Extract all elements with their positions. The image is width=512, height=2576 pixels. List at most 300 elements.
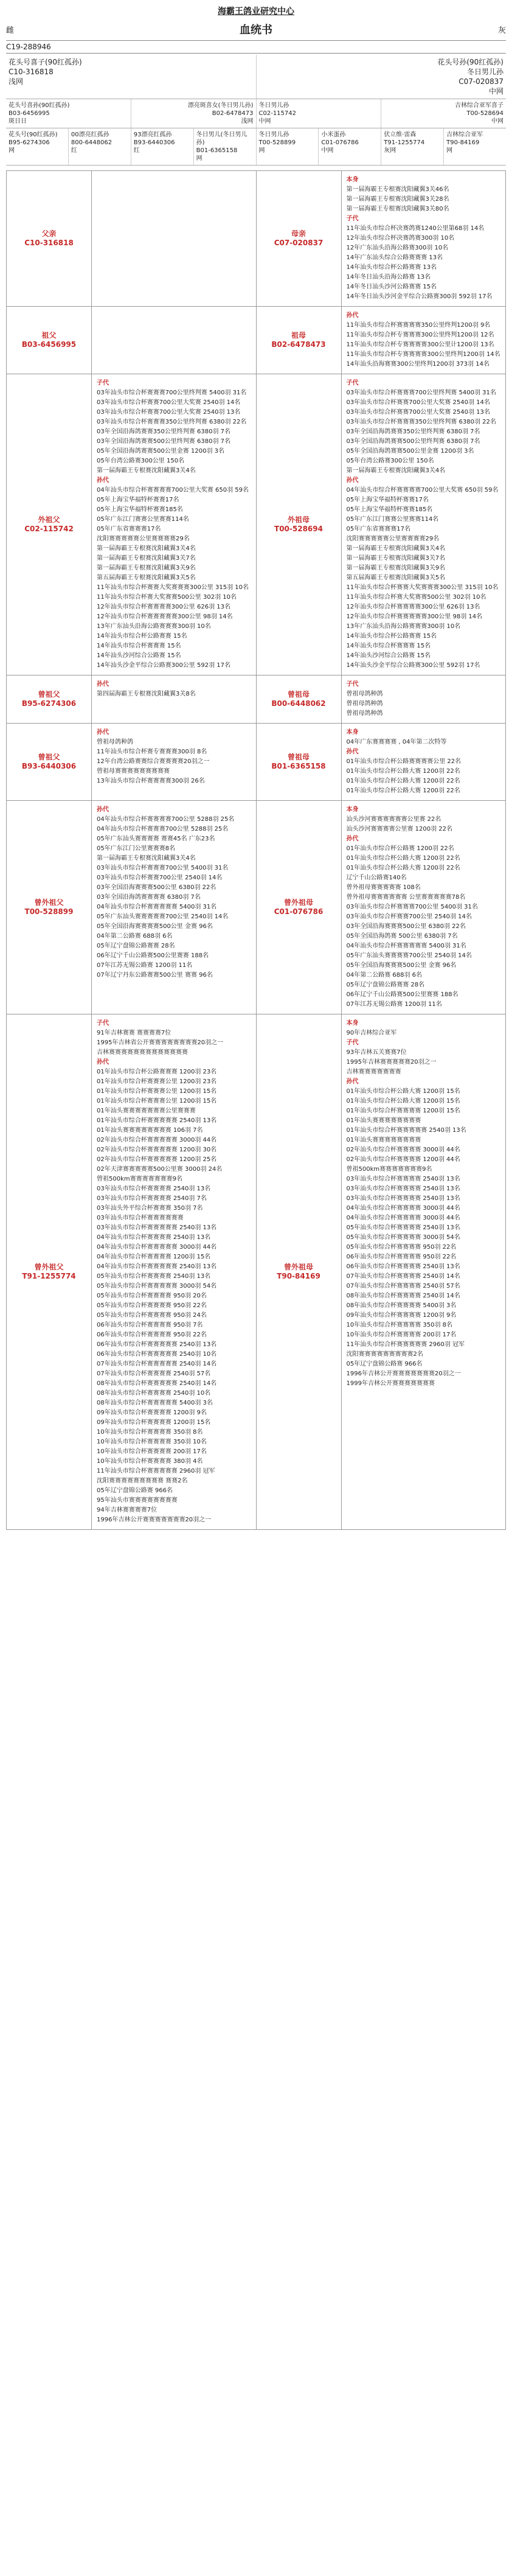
gen4-7-ring: T91-1255774 bbox=[384, 139, 425, 146]
right-label-line-1-1: B02-6478473 bbox=[271, 340, 326, 349]
left-achievement-item: 04年汕头市综合杯赛赛赛赛700公里大奖赛 650羽 59名 bbox=[97, 487, 249, 494]
gender-label: 雌 bbox=[6, 26, 15, 35]
right-label-line-0-0: 母亲 bbox=[291, 229, 306, 238]
right-achievement-item: 第一届海霸王专根赛沈阳藏翼3关9名 bbox=[346, 565, 446, 571]
left-label-line-4-0: 曾祖父 bbox=[38, 753, 60, 761]
right-details-5 bbox=[342, 801, 507, 1014]
right-achievement-item: 04年汕头市综合杯赛赛赛赛700公里大奖赛 650羽 59名 bbox=[346, 487, 499, 494]
right-achievement-item: 第一届海霸王专根赛沈阳藏翼3关80名 bbox=[346, 206, 449, 212]
left-achievement-item: 07年汕头市综合杯赛赛赛赛 2540羽 57名 bbox=[97, 1370, 211, 1377]
right-label-line-2-1: T00-528694 bbox=[274, 525, 323, 533]
left-achievement-item: 04年汕头市综合杯赛赛赛赛赛 3000羽 44名 bbox=[97, 1244, 217, 1251]
left-achievement-item: 07年辽宁丹东公路赛赛500公里 赛赛 96名 bbox=[97, 972, 213, 979]
gen4-7-color: 灰网 bbox=[384, 147, 396, 154]
right-achievement-item: 12年汕头市综合杯赛赛赛赛赛300公里 98羽 14名 bbox=[346, 613, 483, 620]
left-achievement-item: 05年汕头市综合杯赛赛赛赛 950羽 22名 bbox=[97, 1302, 207, 1309]
left-details-6 bbox=[92, 1014, 257, 1530]
right-achievement-item: 14年冬日汕头沿海公路赛 13名 bbox=[346, 274, 431, 281]
left-achievement-item: 11年汕头市综合杯赛赛大奖赛赛赛300公里 315羽 10名 bbox=[97, 584, 249, 591]
left-achievement-item: 03年汕头市综合杯赛赛赛赛 2540羽 7名 bbox=[97, 1195, 207, 1202]
left-achievement-item: 13年广东汕头沿海公路赛赛赛300羽 10名 bbox=[97, 623, 211, 630]
left-achievement-item: 03年汕头市综合杯赛赛700公里 2540羽 14名 bbox=[97, 874, 223, 881]
left-section-heading: 孙代 bbox=[97, 477, 109, 484]
left-achievement-item: 03年汕头市综合杯赛赛赛700公里终判赛 5400羽 31名 bbox=[97, 389, 247, 396]
right-achievement-item: 07年汕头市综合杯赛赛赛赛 2540羽 14名 bbox=[346, 1273, 460, 1280]
left-label-text-4 bbox=[22, 753, 76, 771]
gen4-5-ring: T00-528899 bbox=[258, 139, 296, 146]
right-achievement-item: 第一届海霸王专根赛沈阳藏翼3关4名 bbox=[346, 467, 446, 474]
gen4-3-color: 红 bbox=[133, 147, 140, 154]
left-achievement-item: 06年辽宁千山公路赛500公里赛赛 188名 bbox=[97, 952, 209, 959]
left-achievement-item: 10年汕头市综合杯赛赛赛赛 380羽 4名 bbox=[97, 1458, 203, 1465]
left-achievement-item: 11年汕头市综合杯赛大奖赛赛500公里 302羽 10名 bbox=[97, 594, 237, 601]
right-achievement-item: 11年汕头市综合杯专赛赛赛300公里终判1200羽 12名 bbox=[346, 332, 494, 338]
right-achievement-item: 14年冬日汕头沙河公路赛赛 15名 bbox=[346, 284, 437, 290]
ring-divider bbox=[6, 53, 506, 54]
right-achievement-item: 01年汕头赛赛赛赛赛赛赛赛 bbox=[346, 1117, 421, 1124]
right-achievement-item: 93年吉林五关赛赛7位 bbox=[346, 1049, 407, 1056]
gen4-cell-1 bbox=[6, 128, 69, 165]
right-achievement-item: 08年汕头市综合杯赛赛赛赛 2540羽 14名 bbox=[346, 1293, 460, 1299]
right-achievement-item: 05年广东省赛赛赛17名 bbox=[346, 526, 410, 532]
left-achievement-item: 14年汕头沙河综合公路赛 15名 bbox=[97, 652, 181, 659]
right-achievement-item: 11年汕头市综合杯赛大奖赛赛500公里 302羽 10名 bbox=[346, 594, 486, 601]
left-label-text-2 bbox=[24, 515, 74, 534]
right-section-heading: 孙代 bbox=[346, 836, 359, 842]
left-achievement-item: 04年汕头市综合杯赛赛赛赛 1200羽 15名 bbox=[97, 1254, 211, 1260]
right-achievement-item: 04年广东赛赛赛赛 , 04年第二次特等 bbox=[346, 739, 447, 745]
left-achievement-item: 曾祖母鸽种鸽 bbox=[97, 739, 133, 745]
right-section-heading: 孙代 bbox=[346, 312, 359, 319]
left-achievement-item: 05年广东汕头赛赛赛赛 赛赛45名 广东23名 bbox=[97, 836, 215, 842]
color-label: 灰 bbox=[497, 26, 506, 35]
left-achievement-item: 02年汕头市综合杯赛赛赛赛赛 1200羽 30名 bbox=[97, 1147, 217, 1153]
right-achievement-item: 汕头沙河赛赛赛赛赛赛公里赛 22名 bbox=[346, 816, 441, 823]
right-achievement-item: 03年汕头市综合杯赛赛赛350公里终判赛 6380羽 22名 bbox=[346, 419, 496, 425]
gen4-5-color: 网 bbox=[258, 147, 265, 154]
gen2-left-line-1: 花头号喜子(90红孤孙) bbox=[9, 58, 82, 66]
left-achievement-item: 09年汕头市综合杯赛赛赛赛 1200羽 15名 bbox=[97, 1419, 211, 1426]
spacer bbox=[6, 166, 506, 170]
left-label-line-1-1: B03-6456995 bbox=[21, 340, 77, 349]
right-achievement-item: 01年汕头市综合杯公路大赛 1200羽 22名 bbox=[346, 778, 460, 784]
gen4-5-name: 冬日男儿孙 bbox=[258, 131, 289, 138]
left-achievement-item: 14年汕头市综合杯赛赛赛 15名 bbox=[97, 643, 181, 649]
right-label-line-6-1: T90-84169 bbox=[277, 1272, 320, 1280]
right-achievement-item: 06年汕头市综合杯赛赛赛赛 2540羽 13名 bbox=[346, 1263, 460, 1270]
ring-number: C19-288946 bbox=[6, 43, 51, 51]
right-achievement-item: 07年江苏无锡公路赛 1200羽 11名 bbox=[346, 1001, 442, 1008]
gen3-4-name: 吉林综合亚军喜子 bbox=[455, 102, 503, 109]
gen4-3-name: 93漂亮红孤孙 bbox=[133, 131, 172, 138]
gen3-cell-4 bbox=[381, 99, 506, 128]
left-achievement-item: 14年汕头沙金平综合公路赛300公里 592羽 17名 bbox=[97, 662, 230, 669]
right-achievement-item: 05年全国沿海赛赛赛500公里 金赛 96名 bbox=[346, 962, 457, 969]
left-details-1 bbox=[92, 307, 257, 374]
right-achievement-item: 沈阳赛赛赛赛赛赛赛赛赛2名 bbox=[346, 1351, 423, 1358]
right-achievement-item: 14年汕头沿海赛赛300公里终判1200羽 373羽 14名 bbox=[346, 361, 490, 368]
left-achievement-item: 05年全国沿海赛赛赛赛500公里 金赛 96名 bbox=[97, 923, 213, 930]
right-achievement-item: 01年汕头市综合杯公路大赛 1200羽 22名 bbox=[346, 855, 460, 862]
right-section-heading: 本身 bbox=[346, 176, 359, 183]
gen4-cell-4 bbox=[194, 128, 257, 165]
gen4-row bbox=[6, 128, 506, 166]
gen4-6-name: 小米蛋孙 bbox=[321, 131, 346, 138]
left-achievement-item: 94年吉林赛赛赛赛7位 bbox=[97, 1507, 157, 1513]
right-achievement-item: 11年汕头市综合杯决赛鸽赛1240公里第68羽 14名 bbox=[346, 225, 485, 232]
gen4-8-name: 吉林综合亚军 bbox=[446, 131, 483, 138]
right-details-6 bbox=[342, 1014, 507, 1530]
right-section-heading: 孙代 bbox=[346, 749, 359, 755]
left-achievement-item: 第一届海霸王专根赛沈阳藏翼3关9名 bbox=[97, 565, 196, 571]
right-achievement-item: 01年汕头市综合杯赛赛赛赛赛 2540羽 13名 bbox=[346, 1127, 466, 1134]
right-achievement-item: 汕头沙河赛赛赛赛公里赛 1200羽 22名 bbox=[346, 826, 453, 832]
left-achievement-item: 10年汕头市综合杯赛赛赛赛 350羽 8名 bbox=[97, 1429, 203, 1436]
right-label-line-4-0: 曾祖母 bbox=[287, 753, 310, 761]
left-achievement-item: 曾祖500km赛赛赛赛赛赛赛9名 bbox=[97, 1176, 182, 1182]
gen3-2-color: 浅网 bbox=[241, 118, 254, 125]
gen4-1-ring: B95-6274306 bbox=[9, 139, 50, 146]
title-row bbox=[6, 19, 506, 39]
gen3-1-ring: B03-6456995 bbox=[9, 110, 50, 117]
right-section-heading: 本身 bbox=[346, 1020, 359, 1027]
right-achievement-item: 05年辽宁盘锦公路赛赛 28名 bbox=[346, 982, 425, 988]
right-achievement-item: 10年汕头市综合杯赛赛赛赛 200羽 17名 bbox=[346, 1332, 457, 1338]
left-achievement-item: 04年汕头市综合杯赛赛赛700公里 5288羽 25名 bbox=[97, 826, 229, 832]
right-achievement-item: 05年广东汕头赛赛赛赛700公里 2540羽 14名 bbox=[346, 952, 472, 959]
right-achievement-item: 14年汕头市综合杯赛赛赛 15名 bbox=[346, 643, 431, 649]
left-achievement-item: 05年辽宁盘锦公路赛赛 28名 bbox=[97, 943, 175, 949]
left-achievement-item: 03年全国沿海赛赛赛500公里 6380羽 22名 bbox=[97, 884, 216, 891]
right-achievement-item: 曾外祖母赛赛赛赛赛 108名 bbox=[346, 884, 421, 891]
gen4-4-color: 网 bbox=[196, 155, 202, 162]
gen3-3-color: 中网 bbox=[258, 118, 271, 125]
left-achievement-item: 12年汕头市综合杯赛赛赛赛赛300公里 98羽 14名 bbox=[97, 613, 233, 620]
right-achievement-item: 01年汕头市综合杯公路大赛 1200羽 22名 bbox=[346, 768, 460, 775]
right-achievement-item: 02年汕头市综合杯赛赛赛赛 1200羽 44名 bbox=[346, 1156, 460, 1163]
left-achievement-item: 01年汕头市综合杯公路赛赛赛 1200羽 23名 bbox=[97, 1069, 217, 1075]
left-achievement-item: 05年上海宝华福特杯赛赛185名 bbox=[97, 506, 183, 513]
right-achievement-item: 吉林赛赛赛赛赛赛赛 bbox=[346, 1069, 401, 1075]
left-achievement-item: 11年汕头市综合杯赛赛赛赛赛 2960羽 冠军 bbox=[97, 1468, 215, 1475]
right-achievement-item: 03年全国沿海鸽赛赛350公里终判赛 6380羽 7名 bbox=[346, 428, 480, 435]
gen4-4-name: 冬日男儿(冬日男儿孙) bbox=[196, 131, 247, 146]
right-achievement-item: 03年汕头市综合杯赛赛赛赛 2540羽 13名 bbox=[346, 1185, 460, 1192]
left-label-line-1-0: 祖父 bbox=[41, 331, 57, 340]
gen4-8-color: 网 bbox=[446, 147, 453, 154]
right-details-4 bbox=[342, 724, 507, 801]
right-achievement-item: 1995年吉林赛赛赛赛赛20羽之一 bbox=[346, 1059, 437, 1066]
left-label-5 bbox=[7, 801, 92, 1014]
right-achievement-item: 14年冬日汕头沙河金平综合公路赛300羽 592羽 17名 bbox=[346, 293, 493, 300]
right-achievement-item: 05年上海宝华福特杯赛赛185名 bbox=[346, 506, 433, 513]
right-section-heading: 本身 bbox=[346, 806, 359, 813]
left-achievement-item: 03年全国沿海鸽赛赛赛赛 6380羽 7名 bbox=[97, 894, 201, 901]
gen2-right-line-1: 花头号孙(90红孤孙) bbox=[437, 58, 503, 66]
gen4-2-color: 红 bbox=[71, 147, 77, 154]
right-section-heading: 子代 bbox=[346, 215, 359, 222]
left-section-heading: 孙代 bbox=[97, 1059, 109, 1066]
right-achievement-item: 09年汕头市综合杯赛赛赛赛 1200羽 9名 bbox=[346, 1312, 457, 1319]
gen2-left-line-3: 浅网 bbox=[9, 77, 24, 86]
left-achievement-item: 曾祖母赛赛赛赛赛赛赛赛赛 bbox=[97, 768, 170, 775]
left-achievement-item: 01年汕头市综合杯赛赛赛公里 1200羽 23名 bbox=[97, 1078, 217, 1085]
right-achievement-item: 11年汕头市综合杯赛赛赛赛350公里终判1200羽 9名 bbox=[346, 322, 491, 329]
right-achievement-item: 11年汕头市综合杯赛赛大奖赛赛赛300公里 315羽 10名 bbox=[346, 584, 499, 591]
left-achievement-item: 02年天津赛赛赛赛赛500公里赛 3000羽 24名 bbox=[97, 1166, 223, 1173]
left-achievement-item: 03年汕头市综合杯赛赛700公里大奖赛 2540羽 14名 bbox=[97, 399, 241, 406]
right-label-text-6 bbox=[277, 1263, 320, 1281]
gen2-right-line-2: 冬日男儿孙 bbox=[466, 68, 503, 76]
right-achievement-item: 05年汕头市综合杯赛赛赛赛 3000羽 54名 bbox=[346, 1234, 460, 1241]
gen2-row bbox=[6, 55, 506, 99]
right-achievement-item: 03年汕头市综合杯赛赛赛700公里 5400羽 31名 bbox=[346, 904, 478, 910]
right-achievement-item: 曾祖母鸽种鸽 bbox=[346, 691, 383, 697]
right-section-heading: 本身 bbox=[346, 729, 359, 736]
right-label-line-2-0: 外祖母 bbox=[287, 515, 310, 524]
right-achievement-item: 03年全国沿海鸽赛赛500公里终判赛 6380羽 7名 bbox=[346, 438, 480, 445]
left-achievement-item: 03年汕头市综合杯赛赛赛700公里 5400羽 31名 bbox=[97, 865, 229, 871]
left-achievement-item: 06年汕头市综合杯赛赛赛赛 950羽 7名 bbox=[97, 1322, 203, 1328]
right-achievement-item: 第一届海霸王专根赛沈阳藏翼3关4名 bbox=[346, 545, 446, 552]
left-achievement-item: 03年汕头市综合杯赛赛700公里大奖赛 2540羽 13名 bbox=[97, 409, 241, 416]
right-label-2 bbox=[257, 374, 342, 675]
right-achievement-item: 第一届海霸王专根赛沈阳藏翼3关46名 bbox=[346, 186, 449, 193]
left-label-2 bbox=[7, 374, 92, 675]
gen4-cell-6 bbox=[319, 128, 381, 165]
right-label-4 bbox=[257, 724, 342, 801]
gen3-1-color: 斑日日 bbox=[9, 118, 27, 125]
left-details-2 bbox=[92, 374, 257, 675]
gen3-row bbox=[6, 99, 506, 128]
left-achievement-item: 09年汕头市综合杯赛赛赛赛 1200羽 9名 bbox=[97, 1409, 207, 1416]
pedigree-grid bbox=[6, 170, 506, 1530]
gen4-cell-2 bbox=[69, 128, 131, 165]
right-achievement-item: 04年汕头市综合杯赛赛赛赛赛 5400羽 31名 bbox=[346, 943, 466, 949]
right-label-1 bbox=[257, 307, 342, 374]
right-details-1 bbox=[342, 307, 507, 374]
left-achievement-item: 05年台湾公路赛300公里 150名 bbox=[97, 458, 185, 464]
left-label-1 bbox=[7, 307, 92, 374]
right-achievement-item: 01年汕头市综合杯公路大赛 1200羽 15名 bbox=[346, 1098, 460, 1105]
left-achievement-item: 07年汕头市综合杯赛赛赛赛赛 2540羽 14名 bbox=[97, 1361, 217, 1367]
left-achievement-item: 06年汕头市综合杯赛赛赛赛赛 2540羽 10名 bbox=[97, 1351, 217, 1358]
left-label-text-6 bbox=[22, 1263, 75, 1281]
left-achievement-item: 13年汕头市综合杯赛赛赛赛300羽 26名 bbox=[97, 778, 205, 784]
gen2-left-line-2: C10-316818 bbox=[9, 68, 54, 76]
gen2-right-line-4: 中网 bbox=[488, 87, 503, 96]
gen4-6-ring: C01-076786 bbox=[321, 139, 359, 146]
gen4-3-ring: B93-6440306 bbox=[133, 139, 175, 146]
left-achievement-item: 01年汕头市综合杯赛赛赛赛赛 2540羽 13名 bbox=[97, 1117, 217, 1124]
left-achievement-item: 01年汕头赛赛赛赛赛赛赛赛 106羽 7名 bbox=[97, 1127, 203, 1134]
left-label-line-5-0: 曾外祖父 bbox=[34, 898, 64, 907]
left-achievement-item: 1996年吉林公开赛赛赛赛赛赛赛20羽之一 bbox=[97, 1517, 212, 1523]
left-achievement-item: 第一届海霸王专根赛沈阳藏翼3关4名 bbox=[97, 855, 196, 862]
left-achievement-item: 05年汕头市综合杯赛赛赛赛 2540羽 13名 bbox=[97, 1273, 211, 1280]
left-achievement-item: 05年汕头市综合杯赛赛赛赛 950羽 20名 bbox=[97, 1293, 207, 1299]
right-achievement-item: 07年汕头市综合杯赛赛赛赛 2540羽 57名 bbox=[346, 1283, 460, 1290]
right-label-text-1 bbox=[271, 331, 325, 349]
right-achievement-item: 05年台湾公路赛300公里 150名 bbox=[346, 458, 434, 464]
right-section-heading: 孙代 bbox=[346, 1078, 359, 1085]
left-label-0 bbox=[7, 171, 92, 307]
left-details-4 bbox=[92, 724, 257, 801]
gen4-cell-5 bbox=[257, 128, 319, 165]
right-label-line-0-1: C07-020837 bbox=[274, 239, 323, 247]
left-achievement-item: 08年汕头市综合杯赛赛赛赛赛 5400羽 3名 bbox=[97, 1400, 213, 1406]
left-label-line-3-1: B95-6274306 bbox=[21, 699, 77, 708]
right-achievement-item: 沈阳赛赛赛赛赛公里赛赛赛赛29名 bbox=[346, 536, 440, 542]
left-achievement-item: 07年江苏无锡公路赛 1200羽 11名 bbox=[97, 962, 193, 969]
right-achievement-item: 04年第二公路赛 688羽 6名 bbox=[346, 972, 423, 979]
right-achievement-item: 11年汕头市综合杯专赛赛赛赛300公里终判1200羽 14名 bbox=[346, 351, 500, 358]
right-label-text-0 bbox=[274, 229, 323, 248]
left-label-line-0-1: C10-316818 bbox=[24, 239, 74, 247]
right-label-line-3-1: B00-6448062 bbox=[271, 699, 326, 708]
right-achievement-item: 10年汕头市综合杯赛赛赛赛 350羽 8名 bbox=[346, 1322, 453, 1328]
right-label-text-2 bbox=[274, 515, 323, 534]
left-label-line-4-1: B93-6440306 bbox=[21, 762, 77, 770]
left-achievement-item: 04年汕头市综合杯赛赛赛赛 2540羽 13名 bbox=[97, 1234, 211, 1241]
left-achievement-item: 05年全国沿海鸽赛赛500公里金赛 1200羽 3名 bbox=[97, 448, 224, 455]
gen2-right bbox=[257, 55, 507, 99]
left-achievement-item: 03年汕头市综合杯赛赛赛赛赛赛 bbox=[97, 1215, 184, 1221]
right-achievement-item: 06年汕头市综合杯赛赛赛赛 950羽 22名 bbox=[346, 1254, 457, 1260]
left-label-line-6-1: T91-1255774 bbox=[22, 1272, 76, 1280]
right-achievement-item: 05年广东江门赛赛公里赛赛114名 bbox=[346, 516, 439, 523]
right-achievement-item: 03年汕头市综合杯赛赛赛700公里终判赛 5400羽 31名 bbox=[346, 389, 496, 396]
left-achievement-item: 06年汕头市综合杯赛赛赛赛赛 2540羽 13名 bbox=[97, 1341, 217, 1348]
right-label-line-5-1: C01-076786 bbox=[274, 907, 323, 916]
right-achievement-item: 曾祖母鸽种鸽 bbox=[346, 700, 383, 707]
left-achievement-item: 01年汕头市综合杯赛赛赛公里 1200羽 15名 bbox=[97, 1098, 217, 1105]
left-achievement-item: 04年第二公路赛 688羽 6名 bbox=[97, 933, 173, 940]
right-label-line-1-0: 祖母 bbox=[291, 331, 306, 340]
left-achievement-item: 91年吉林赛赛 赛赛赛赛7位 bbox=[97, 1030, 171, 1036]
right-details-3 bbox=[342, 675, 507, 724]
right-label-line-3-0: 曾祖母 bbox=[287, 690, 310, 699]
right-section-heading: 子代 bbox=[346, 380, 359, 386]
left-achievement-item: 03年汕头市综合杯赛赛赛350公里终判赛 6380羽 22名 bbox=[97, 419, 247, 425]
left-section-heading: 子代 bbox=[97, 380, 109, 386]
right-details-2 bbox=[342, 374, 507, 675]
right-achievement-item: 1996年吉林公开赛赛赛赛赛赛赛20羽之一 bbox=[346, 1370, 461, 1377]
right-achievement-item: 第五届海霸王专根赛沈阳藏翼3关5名 bbox=[346, 574, 446, 581]
left-achievement-item: 08年汕头市综合杯赛赛赛赛赛 2540羽 14名 bbox=[97, 1380, 217, 1387]
gen4-cell-8 bbox=[444, 128, 506, 165]
right-achievement-item: 01年汕头市综合杯公路大赛 1200羽 22名 bbox=[346, 787, 460, 794]
right-achievement-item: 01年汕头市综合杯公路大赛 1200羽 15名 bbox=[346, 1088, 460, 1095]
left-label-text-1 bbox=[22, 331, 76, 349]
left-achievement-item: 05年汕头市综合杯赛赛赛赛 950羽 24名 bbox=[97, 1312, 207, 1319]
gen4-cell-3 bbox=[131, 128, 194, 165]
right-achievement-item: 05年汕头市综合杯赛赛赛赛 2540羽 13名 bbox=[346, 1224, 460, 1231]
left-achievement-item: 第一届海霸王专根赛沈阳藏翼3关4名 bbox=[97, 545, 196, 552]
gen3-cell-1 bbox=[6, 99, 131, 128]
left-achievement-item: 第一届海霸王专根赛沈阳藏翼3关7名 bbox=[97, 555, 196, 562]
right-label-3 bbox=[257, 675, 342, 724]
left-achievement-item: 10年汕头市综合杯赛赛赛赛 350羽 10名 bbox=[97, 1439, 207, 1445]
right-achievement-item: 90年吉林综合亚军 bbox=[346, 1030, 397, 1036]
gen2-left bbox=[6, 55, 257, 99]
left-section-heading: 孙代 bbox=[97, 806, 109, 813]
right-achievement-item: 03年汕头市综合杯赛赛赛赛 2540羽 13名 bbox=[346, 1176, 460, 1182]
left-label-text-0 bbox=[24, 229, 74, 248]
right-achievement-item: 05年上海宝华福特杯赛赛17名 bbox=[346, 497, 429, 503]
left-achievement-item: 12年汕头市综合杯赛赛赛赛300公里 626羽 13名 bbox=[97, 604, 230, 610]
right-achievement-item: 14年汕头沙河综合公路赛 15名 bbox=[346, 652, 431, 659]
right-achievement-item: 05年全国沿海鸽赛赛500公里金赛 1200羽 3名 bbox=[346, 448, 474, 455]
right-achievement-item: 03年全国沿海赛赛赛500公里 6380羽 22名 bbox=[346, 923, 466, 930]
left-achievement-item: 04年汕头市综合杯赛赛赛赛赛 5400羽 31名 bbox=[97, 904, 217, 910]
gen4-2-name: 00漂亮红孤孙 bbox=[71, 131, 109, 138]
left-label-3 bbox=[7, 675, 92, 724]
left-label-line-2-0: 外祖父 bbox=[38, 515, 60, 524]
gen4-2-ring: 800-6448062 bbox=[71, 139, 112, 146]
left-section-heading: 子代 bbox=[97, 1020, 109, 1027]
left-achievement-item: 04年汕头市综合杯赛赛赛赛700公里 5288羽 25名 bbox=[97, 816, 235, 823]
gen3-1-name: 花头号喜孙(90红孤孙) bbox=[9, 102, 70, 109]
right-achievement-item: 曾祖500km赛赛赛赛赛赛赛9名 bbox=[346, 1166, 432, 1173]
right-achievement-item: 曾祖母鸽种鸽 bbox=[346, 710, 383, 717]
right-achievement-item: 01年汕头市综合杯公路大赛 1200羽 22名 bbox=[346, 865, 460, 871]
gen3-3-name: 冬日男儿孙 bbox=[258, 102, 289, 109]
left-achievement-item: 02年汕头市综合杯赛赛赛赛赛 3000羽 44名 bbox=[97, 1137, 217, 1143]
left-label-line-0-0: 父亲 bbox=[41, 229, 57, 238]
left-achievement-item: 05年广东江门赛赛公里赛赛114名 bbox=[97, 516, 189, 523]
gen3-cell-3 bbox=[257, 99, 382, 128]
right-label-6 bbox=[257, 1014, 342, 1530]
right-achievement-item: 04年汕头市综合杯赛赛赛赛 3000羽 44名 bbox=[346, 1205, 460, 1212]
right-achievement-item: 01年汕头市综合杯公路赛赛赛赛公里 22名 bbox=[346, 758, 462, 765]
left-label-4 bbox=[7, 724, 92, 801]
left-achievement-item: 03年汕头市综合杯赛赛赛赛 2540羽 13名 bbox=[97, 1185, 211, 1192]
left-details-5 bbox=[92, 801, 257, 1014]
left-achievement-item: 06年汕头市综合杯赛赛赛赛 950羽 22名 bbox=[97, 1332, 207, 1338]
left-achievement-item: 95年汕头市赛赛赛赛赛赛赛赛 bbox=[97, 1497, 178, 1504]
left-section-heading: 孙代 bbox=[97, 681, 109, 688]
right-achievement-item: 08年汕头市综合杯赛赛赛赛 5400羽 3名 bbox=[346, 1302, 457, 1309]
right-label-text-5 bbox=[274, 898, 323, 916]
left-achievement-item: 08年汕头市综合杯赛赛赛赛 2540羽 10名 bbox=[97, 1390, 211, 1397]
gen4-7-name: 伏立维·雷森 bbox=[384, 131, 417, 138]
left-label-text-5 bbox=[25, 898, 74, 916]
right-achievement-item: 11年汕头市综合杯赛赛赛赛赛 2960羽 冠军 bbox=[346, 1341, 465, 1348]
left-achievement-item: 02年汕头市综合杯赛赛赛赛赛 1200羽 25名 bbox=[97, 1156, 217, 1163]
left-achievement-item: 05年广东江门公里赛赛赛8名 bbox=[97, 845, 176, 852]
left-achievement-item: 11年汕头市综合杯赛专赛赛赛300羽 8名 bbox=[97, 749, 207, 755]
right-achievement-item: 12年广东汕头沿海公路赛300羽 10名 bbox=[346, 245, 449, 251]
right-achievement-item: 第一届海霸王专根赛沈阳藏翼3关7名 bbox=[346, 555, 446, 562]
left-achievement-item: 05年汕头市综合杯赛赛赛赛赛 3000羽 54名 bbox=[97, 1283, 217, 1290]
right-achievement-item: 05年辽宁盘锦公路赛 966名 bbox=[346, 1361, 423, 1367]
right-achievement-item: 06年辽宁千山公路赛500公里赛赛 188名 bbox=[346, 991, 458, 998]
right-label-text-4 bbox=[271, 753, 325, 771]
right-achievement-item: 12年汕头市综合杯决赛鸽赛300羽 10名 bbox=[346, 235, 455, 242]
left-achievement-item: 12年台湾公路赛赛综合赛赛赛赛20羽之一 bbox=[97, 758, 210, 765]
left-achievement-item: 14年汕头市综合杯公路赛赛 15名 bbox=[97, 633, 187, 640]
left-label-6 bbox=[7, 1014, 92, 1530]
left-achievement-item: 05年上海宝华福特杯赛赛17名 bbox=[97, 497, 179, 503]
right-achievement-item: 03年汕头市综合杯赛赛700公里 2540羽 14名 bbox=[346, 913, 472, 920]
right-achievement-item: 11年汕头市综合杯专赛赛赛赛300公里计1200羽 13名 bbox=[346, 341, 494, 348]
gen3-cell-2 bbox=[131, 99, 257, 128]
right-achievement-item: 曾外祖母赛赛赛赛赛赛 公里赛赛赛赛赛78名 bbox=[346, 894, 466, 901]
left-achievement-item: 01年汕头市综合杯赛赛赛公里 1200羽 15名 bbox=[97, 1088, 217, 1095]
left-achievement-item: 10年汕头市综合杯赛赛赛赛 200羽 17名 bbox=[97, 1448, 207, 1455]
right-achievement-item: 03年汕头市综合杯赛赛700公里大奖赛 2540羽 14名 bbox=[346, 399, 490, 406]
